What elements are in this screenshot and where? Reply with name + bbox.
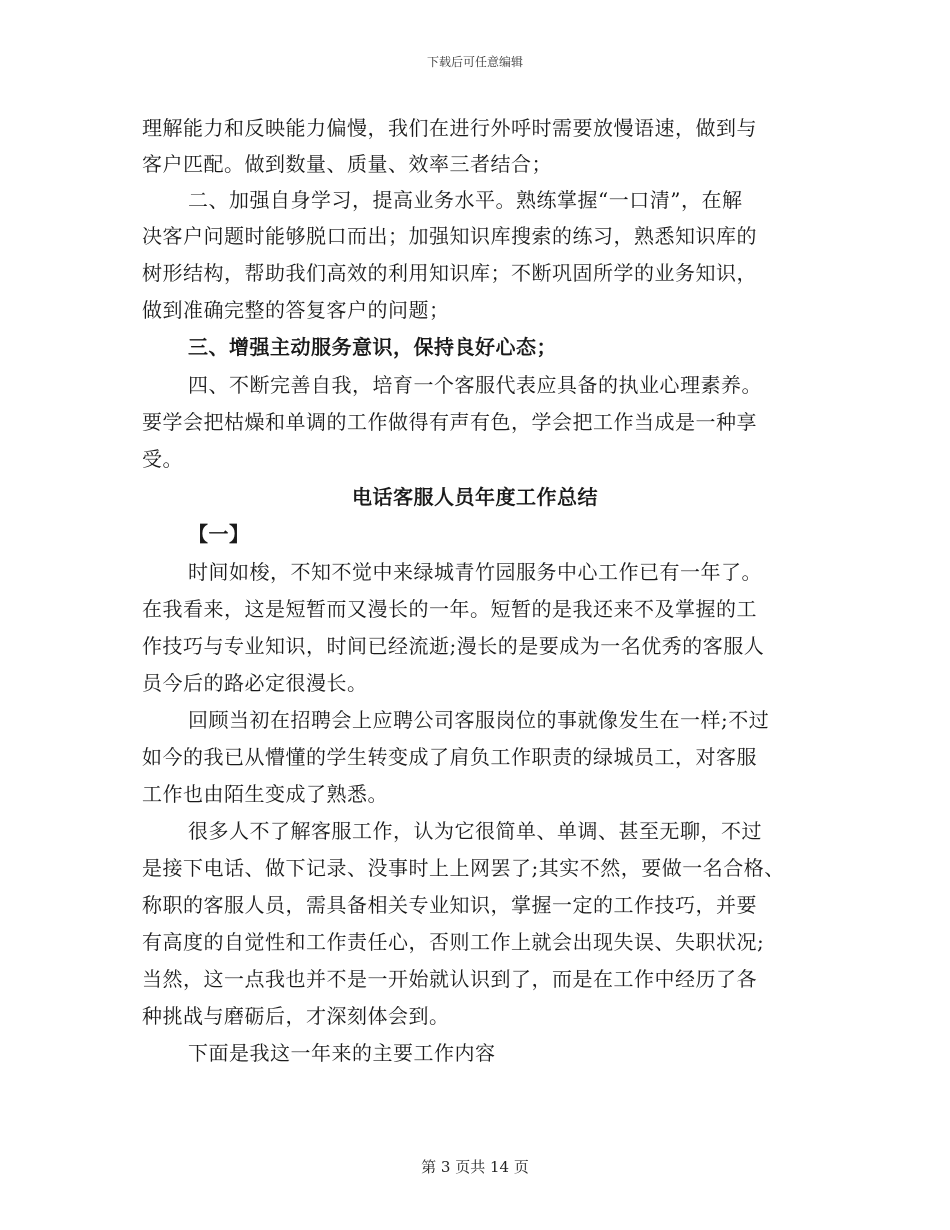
body-line: 在我看来，这是短暂而又漫长的一年。短暂的是我还来不及掌握的工: [142, 597, 757, 621]
page-number: 第 3 页共 14 页: [421, 1158, 529, 1176]
body-line: 二、加强自身学习，提高业务水平。熟练掌握“一口清”，在解: [188, 188, 743, 212]
body-line: 员今后的路必定很漫长。: [142, 671, 368, 695]
body-line: 决客户问题时能够脱口而出；加强知识库搜索的练习，熟悉知识库的: [142, 224, 757, 248]
body-line: 种挑战与磨砺后，才深刻体会到。: [142, 1004, 450, 1028]
body-line: 很多人不了解客服工作，认为它很简单、单调、甚至无聊，不过: [188, 819, 762, 843]
body-line: 做到准确完整的答复客户的问题；: [142, 298, 450, 322]
body-line: 有高度的自觉性和工作责任心，否则工作上就会出现失误、失职状况;: [142, 930, 765, 954]
body-line: 树形结构，帮助我们高效的利用知识库；不断巩固所学的业务知识，: [142, 261, 757, 285]
body-line: 客户匹配。做到数量、质量、效率三者结合；: [142, 152, 552, 176]
body-line: 四、不断完善自我，培育一个客服代表应具备的执业心理素养。: [188, 373, 762, 397]
page-header: 下载后可任意编辑: [426, 55, 523, 69]
body-line: 当然，这一点我也并不是一开始就认识到了，而是在工作中经历了各: [142, 967, 757, 991]
bold-line: 三、增强主动服务意识，保持良好心态；: [188, 335, 557, 359]
body-line: 下面是我这一年来的主要工作内容: [188, 1041, 496, 1065]
section-label: 【一】: [188, 522, 250, 546]
section-title: 电话客服人员年度工作总结: [352, 485, 598, 509]
body-line: 称职的客服人员，需具备相关专业知识，掌握一定的工作技巧，并要: [142, 893, 757, 917]
body-line: 回顾当初在招聘会上应聘公司客服岗位的事就像发生在一样;不过: [188, 708, 770, 732]
body-line: 工作也由陌生变成了熟悉。: [142, 782, 388, 806]
body-line: 如今的我已从懵懂的学生转变成了肩负工作职责的绿城员工，对客服: [142, 745, 757, 769]
body-line: 受。: [142, 447, 183, 471]
body-line: 理解能力和反映能力偏慢，我们在进行外呼时需要放慢语速，做到与: [142, 116, 757, 140]
body-line: 要学会把枯燥和单调的工作做得有声有色，学会把工作当成是一种享: [142, 410, 757, 434]
body-line: 是接下电话、做下记录、没事时上上网罢了;其实不然，要做一名合格、: [142, 856, 785, 880]
body-line: 时间如梭，不知不觉中来绿城青竹园服务中心工作已有一年了。: [188, 560, 762, 584]
body-line: 作技巧与专业知识，时间已经流逝;漫长的是要成为一名优秀的客服人: [142, 634, 765, 658]
